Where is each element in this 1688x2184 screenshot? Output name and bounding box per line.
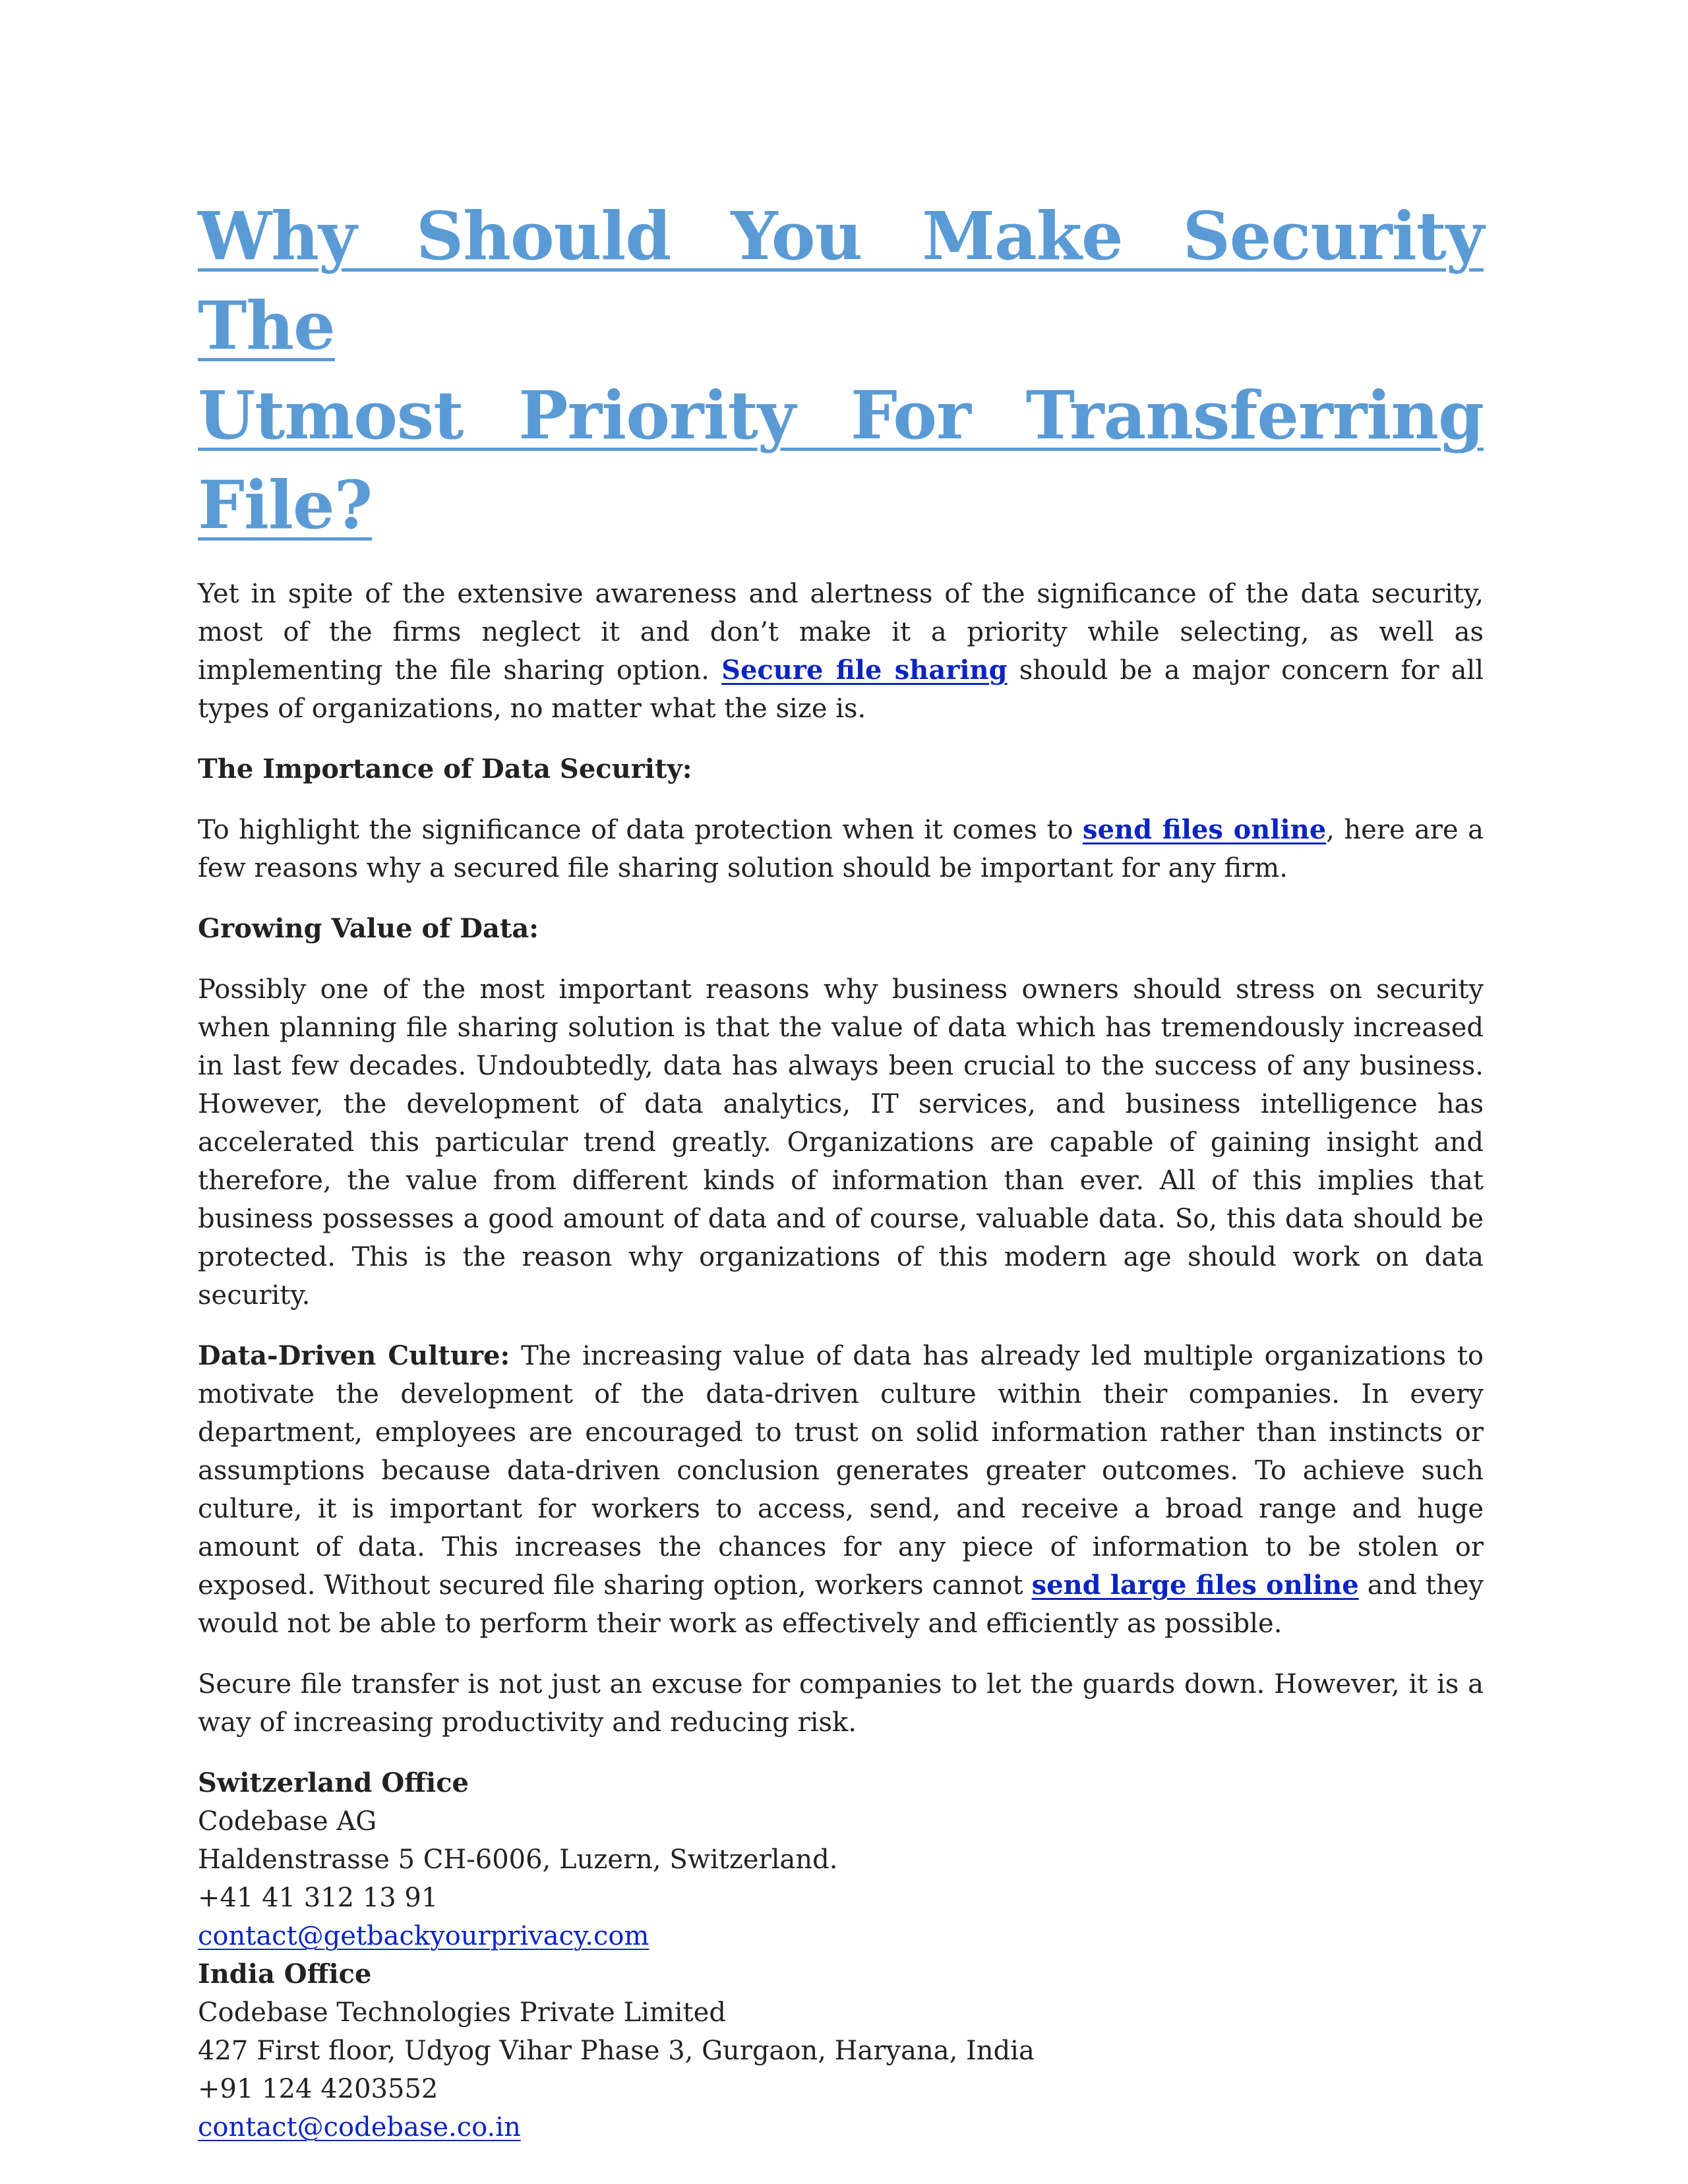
send-files-online-link[interactable]: send files online: [1083, 814, 1327, 845]
office-company: Codebase AG: [198, 1806, 377, 1837]
importance-text-after: , here are a few reasons why a secured file sharing solution should be important for any firm.: [198, 815, 1484, 883]
data-driven-paragraph: [198, 1337, 1484, 1643]
data-driven-text-before: The increasing value of data has already led multiple organizations to motivate the development of the data-driven culture within their companies. In every department, employees are encouraged to trust on solid information rather than instincts or assumptions because data-driven conclusion generates greater outcomes. To achieve such culture, it is important for workers to access, send, and receive a broad range and huge amount of data. This increases the chances for any piece of information to be stolen or exposed. Without secured file sharing option, workers cannot: [198, 1341, 1484, 1601]
office-address: Haldenstrasse 5 CH-6006, Luzern, Switzerland.: [198, 1845, 838, 1875]
growing-value-heading: Growing Value of Data:: [198, 913, 539, 944]
office-title: Switzerland Office: [198, 1767, 469, 1798]
india-office-block: [198, 1955, 1484, 2146]
intro-text-before: Yet in spite of the extensive awareness and alertness of the significance of the data security, most of the firms neglect it and don’t make it a priority while selecting, as well as implementing the file sharing option.: [198, 579, 1484, 686]
growing-value-paragraph: Possibly one of the most important reasons why business owners should stress on security when planning file sharing solution is that the value of data which has tremendously increased in last few decades. Undoubtedly, data has always been crucial to the success of any business. However, the development of data analytics, IT services, and business intelligence has accelerated this particular trend greatly. Organizations are capable of gaining insight and therefore, the value from different kinds of information than ever. All of this implies that business possesses a good amount of data and of course, valuable data. So, this data should be protected. This is the reason why organizations of this modern age should work on data security.: [198, 974, 1484, 1311]
secure-file-sharing-link[interactable]: Secure file sharing: [721, 655, 1008, 686]
importance-paragraph: [198, 811, 1484, 887]
intro-paragraph: [198, 575, 1484, 728]
office-phone: +91 124 4203552: [198, 2074, 438, 2104]
title-line-2: Utmost Priority For Transferring File?: [198, 376, 1484, 544]
title-line-1: Why Should You Make Security The: [198, 197, 1484, 365]
closing-paragraph: Secure file transfer is not just an excuse for companies to let the guards down. However, it is a way of increasing productivity and reducing risk.: [198, 1669, 1484, 1738]
office-address: 427 First floor, Udyog Vihar Phase 3, Gurgaon, Haryana, India: [198, 2036, 1035, 2066]
document-page: [198, 191, 1484, 2146]
importance-text-before: To highlight the significance of data protection when it comes to: [198, 815, 1083, 845]
intro-text-after: should be a major concern for all types of organizations, no matter what the size is.: [198, 655, 1484, 724]
data-driven-text-after: and they would not be able to perform their work as effectively and efficiently as possible.: [198, 1570, 1484, 1639]
office-phone: +41 41 312 13 91: [198, 1883, 438, 1913]
send-large-files-online-link[interactable]: send large files online: [1031, 1570, 1359, 1601]
office-email-link[interactable]: contact@getbackyourprivacy.com: [198, 1921, 649, 1951]
switzerland-office-block: [198, 1764, 1484, 1955]
data-driven-heading: Data-Driven Culture:: [198, 1340, 510, 1371]
office-title: India Office: [198, 1959, 372, 1990]
office-email-link[interactable]: contact@codebase.co.in: [198, 2112, 521, 2142]
importance-heading: The Importance of Data Security:: [198, 753, 692, 784]
page-title: [198, 191, 1484, 550]
office-company: Codebase Technologies Private Limited: [198, 1997, 726, 2028]
